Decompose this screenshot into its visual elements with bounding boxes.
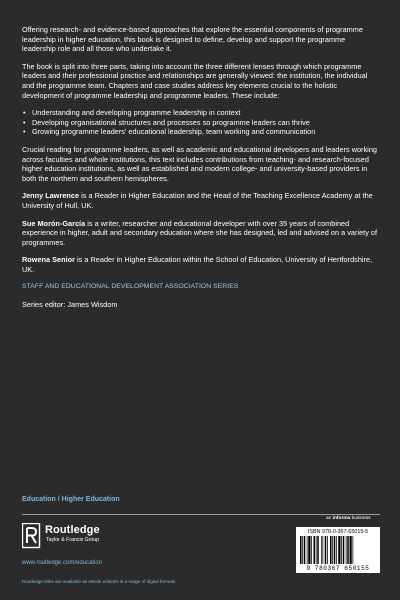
author-bio (22, 191, 380, 210)
routledge-r-icon (22, 523, 42, 549)
publisher-group: Taylor & Francis Group (46, 537, 100, 543)
author-name: Sue Morón-García (22, 218, 86, 228)
barcode-icon (300, 536, 376, 564)
key-elements-list (22, 108, 380, 137)
publisher-name: Routledge (45, 524, 100, 536)
publisher-logo (22, 523, 142, 555)
author-bio (22, 255, 380, 274)
blurb (22, 25, 380, 318)
isbn-number: ISBN 978-0-367-65015-5 (307, 529, 369, 535)
author-name: Jenny Lawrence (22, 191, 80, 201)
publisher-url[interactable]: www.routledge.com/education (22, 560, 103, 566)
intro-paragraph: Offering research- and evidence-based approaches that explore the essential components of programme leadership in higher education, this book is designed to define, develop and support the programme leadership role and all those who undertake it. (22, 25, 363, 54)
barcode-digits: 9 780367 650155 (306, 565, 370, 572)
structure-paragraph: The book is split into three parts, taking into account the three different lenses through which programme leaders and their professional practice and relationships are generally viewed: the institution, the individual and the programme team. Chapters and case studies address key elements crucial to the holistic development of programme leadership and programme leaders. These include: (22, 61, 368, 100)
informa-logo-text: informa (332, 516, 351, 521)
series-title: STAFF AND EDUCATIONAL DEVELOPMENT ASSOCIATION SERIES (22, 283, 239, 291)
list-item: • Developing organisational structures and processes so programme leaders can thrive (32, 118, 380, 128)
author-bio-text: is a Reader in Higher Education and the Head of the Teaching Excellence Academy at the University of Hull, UK. (22, 191, 373, 210)
subject-category: Education / Higher Education (22, 496, 120, 503)
list-item: • Understanding and developing programme leadership in context (32, 108, 380, 118)
author-name: Rowena Senior (22, 255, 75, 265)
ebook-note: Routledge titles are available as eBook editions in a range of digital formats (22, 579, 176, 584)
audience-paragraph: Crucial reading for programme leaders, as well as academic and educational developers and leaders working across faculties and whole institutions, this text includes contributions from teaching- and research-focused higher education institutions, as well as established and modern college- and university-based providers in both the northern and southern hemispheres. (22, 144, 377, 183)
divider (22, 514, 380, 515)
informa-business-label: an informa business (326, 516, 371, 521)
series-editor: Series editor: James Wisdom (22, 300, 118, 310)
author-bio-text: is a writer, researcher and educational developer with over 35 years of combined experience in higher, adult and secondary education where she has designed, led and advised on a variety of programmes. (22, 218, 378, 247)
list-item: • Growing programme leaders' educational leadership, team working and communication (32, 127, 380, 137)
isbn-barcode (296, 527, 380, 573)
author-bio (22, 219, 380, 248)
author-bio-text: is a Reader in Higher Education within the School of Education, University of Hertfordshire, UK. (22, 255, 373, 274)
